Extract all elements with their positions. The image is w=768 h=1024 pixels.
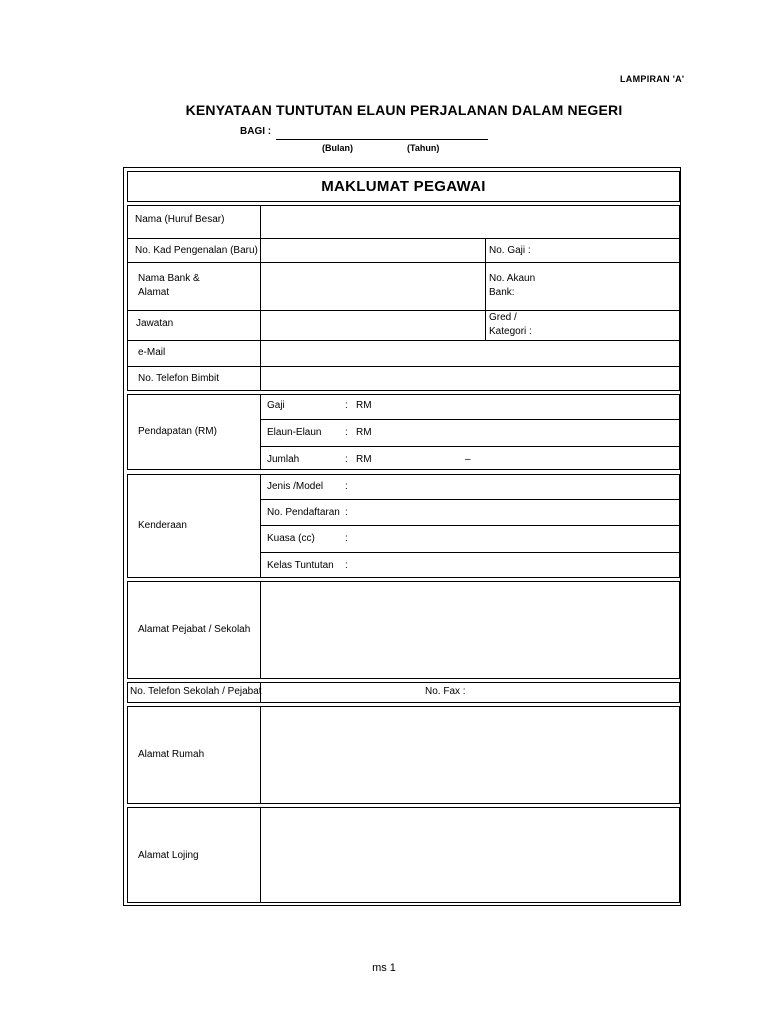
kuasa-colon: : bbox=[345, 533, 348, 544]
nama-field[interactable] bbox=[262, 207, 678, 237]
email-field[interactable] bbox=[262, 342, 678, 365]
gaji-no-label: No. Gaji : bbox=[489, 245, 531, 256]
gaji-rm: RM bbox=[356, 400, 372, 411]
daftar-colon: : bbox=[345, 507, 348, 518]
section-header: MAKLUMAT PEGAWAI bbox=[127, 171, 680, 202]
tahun-label: (Tahun) bbox=[407, 143, 440, 153]
jumlah-rm: RM bbox=[356, 454, 372, 465]
bank-label-line2: Alamat bbox=[138, 287, 170, 298]
akaun-label-line1: No. Akaun bbox=[489, 273, 536, 284]
kenderaan-block bbox=[127, 474, 680, 578]
bank-field[interactable] bbox=[262, 264, 484, 309]
jenis-colon: : bbox=[345, 481, 348, 492]
jumlah-label: Jumlah bbox=[267, 454, 300, 465]
daftar-label: No. Pendaftaran bbox=[267, 507, 340, 518]
alamat-lojing-field[interactable] bbox=[262, 809, 678, 901]
kad-label: No. Kad Pengenalan (Baru) bbox=[135, 245, 258, 256]
elaun-rm: RM bbox=[356, 427, 372, 438]
alamat-rumah-label: Alamat Rumah bbox=[138, 749, 205, 760]
form-title: KENYATAAN TUNTUTAN ELAUN PERJALANAN DALAM NEGERI bbox=[185, 102, 623, 118]
alamat-rumah-field[interactable] bbox=[262, 708, 678, 802]
bulan-label: (Bulan) bbox=[322, 143, 353, 153]
elaun-colon: : bbox=[345, 427, 348, 438]
pendapatan-label: Pendapatan (RM) bbox=[138, 426, 217, 437]
email-label: e-Mail bbox=[138, 347, 166, 358]
jenis-label: Jenis /Model bbox=[267, 481, 324, 492]
fax-label: No. Fax : bbox=[425, 686, 466, 697]
telefon-bimbit-label: No. Telefon Bimbit bbox=[138, 373, 219, 384]
gaji-colon: : bbox=[345, 400, 348, 411]
kelas-label: Kelas Tuntutan bbox=[267, 560, 334, 571]
jawatan-label: Jawatan bbox=[136, 318, 174, 329]
telefon-sekolah-label: No. Telefon Sekolah / Pejabat bbox=[130, 686, 262, 697]
gred-label-line2: Kategori : bbox=[489, 326, 532, 337]
lampiran-label: LAMPIRAN 'A' bbox=[620, 74, 685, 84]
akaun-label-line2: Bank: bbox=[489, 287, 515, 298]
kuasa-label: Kuasa (cc) bbox=[267, 533, 315, 544]
gaji-label: Gaji bbox=[267, 400, 285, 411]
alamat-pejabat-label: Alamat Pejabat / Sekolah bbox=[138, 624, 251, 635]
kelas-colon: : bbox=[345, 560, 348, 571]
elaun-label: Elaun-Elaun bbox=[267, 427, 322, 438]
alamat-pejabat-field[interactable] bbox=[262, 583, 678, 677]
kad-field[interactable] bbox=[262, 240, 484, 261]
bagi-label: BAGI : bbox=[240, 126, 272, 137]
nama-label: Nama (Huruf Besar) bbox=[135, 214, 225, 225]
telefon-bimbit-field[interactable] bbox=[262, 368, 678, 390]
bagi-input-line[interactable] bbox=[276, 139, 488, 140]
gred-label-line1: Gred / bbox=[489, 312, 517, 323]
kenderaan-label: Kenderaan bbox=[138, 520, 187, 531]
jawatan-field[interactable] bbox=[262, 312, 484, 339]
page-number: ms 1 bbox=[372, 962, 396, 974]
jumlah-dash: – bbox=[465, 454, 471, 465]
jumlah-colon: : bbox=[345, 454, 348, 465]
alamat-lojing-label: Alamat Lojing bbox=[138, 850, 199, 861]
bank-label-line1: Nama Bank & bbox=[138, 273, 200, 284]
